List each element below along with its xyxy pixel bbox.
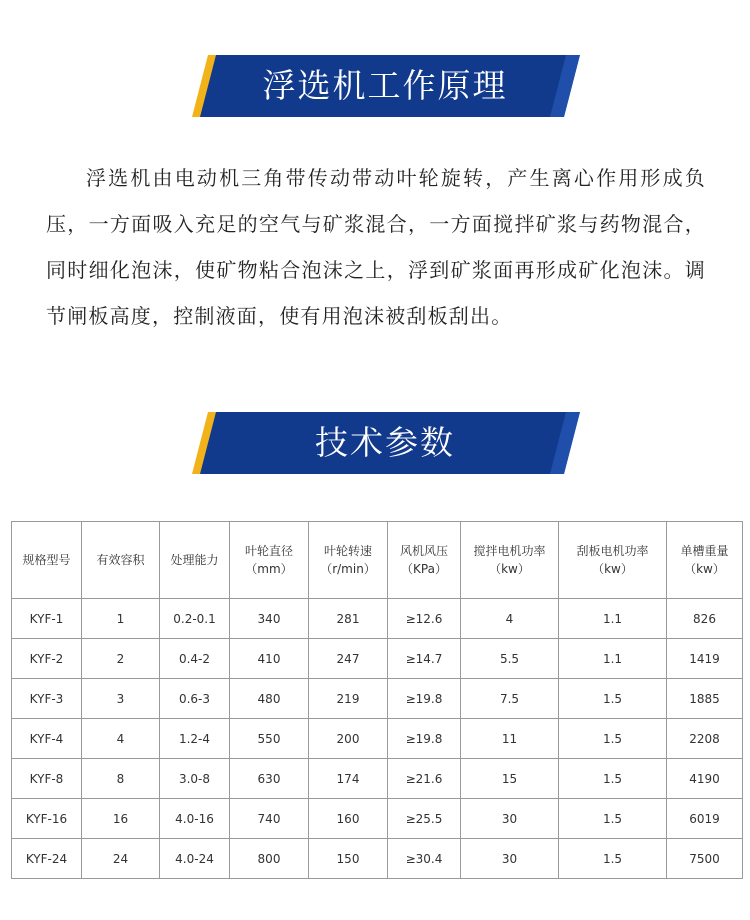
table-cell: 1885 — [667, 679, 743, 719]
table-cell: 410 — [230, 639, 309, 679]
table-cell: 3.0-8 — [160, 759, 230, 799]
table-row — [12, 679, 743, 719]
header-label: 搅拌电机功率 — [473, 544, 546, 558]
header-unit: （kw） — [684, 562, 725, 576]
table-cell: 0.2-0.1 — [160, 599, 230, 639]
table-cell: 740 — [230, 799, 309, 839]
header-cell — [559, 522, 667, 599]
table-cell: 150 — [309, 839, 388, 879]
header-unit: （KPa） — [401, 562, 447, 576]
table-cell: 11 — [461, 719, 559, 759]
header-cell — [388, 522, 461, 599]
table-cell: 1.5 — [559, 679, 667, 719]
header-cell — [12, 522, 82, 599]
header-label: 处理能力 — [170, 553, 219, 567]
table-cell: ≥25.5 — [388, 799, 461, 839]
table-cell: 15 — [461, 759, 559, 799]
table-cell: 24 — [82, 839, 160, 879]
table-cell: 6019 — [667, 799, 743, 839]
table-cell: ≥19.8 — [388, 679, 461, 719]
table-row — [12, 719, 743, 759]
header-label: 规格型号 — [22, 553, 71, 567]
header-unit: （kw） — [489, 562, 530, 576]
table-cell: KYF-4 — [12, 719, 82, 759]
header-cell — [230, 522, 309, 599]
table-cell: 281 — [309, 599, 388, 639]
table-cell: 826 — [667, 599, 743, 639]
table-cell: 2208 — [667, 719, 743, 759]
table-cell: 7.5 — [461, 679, 559, 719]
header-label: 叶轮直径 — [244, 544, 293, 558]
header-cell — [309, 522, 388, 599]
section-banner-principle — [0, 55, 750, 117]
table-cell: 174 — [309, 759, 388, 799]
table-cell: 7500 — [667, 839, 743, 879]
table-row — [12, 799, 743, 839]
table-row — [12, 639, 743, 679]
table-cell: 2 — [82, 639, 160, 679]
table-cell: 1 — [82, 599, 160, 639]
table-cell: KYF-8 — [12, 759, 82, 799]
table-row — [12, 759, 743, 799]
table-cell: 1.2-4 — [160, 719, 230, 759]
header-label: 单槽重量 — [680, 544, 729, 558]
table-cell: 1.5 — [559, 839, 667, 879]
table-cell: 4 — [461, 599, 559, 639]
table-cell: 1.1 — [559, 599, 667, 639]
intro-paragraph: 浮选机由电动机三角带传动带动叶轮旋转，产生离心作用形成负压，一方面吸入充足的空气与矿浆混合，一方面搅拌矿浆与药物混合，同时细化泡沫，使矿物粘合泡沫之上，浮到矿浆面再形成矿化泡沫。调节闸板高度，控制液面，使有用泡沫被刮板刮出。 — [46, 166, 706, 328]
table-header-row — [12, 522, 743, 599]
header-cell — [667, 522, 743, 599]
table-cell: 30 — [461, 839, 559, 879]
table-cell: 5.5 — [461, 639, 559, 679]
header-unit: （mm） — [245, 562, 293, 576]
header-cell — [461, 522, 559, 599]
header-label: 有效容积 — [96, 553, 145, 567]
section-title: 浮选机工作原理 — [262, 66, 508, 105]
table-cell: 4 — [82, 719, 160, 759]
table-cell: 550 — [230, 719, 309, 759]
table-cell: 16 — [82, 799, 160, 839]
table-cell: 247 — [309, 639, 388, 679]
table-cell: ≥30.4 — [388, 839, 461, 879]
header-label: 风机风压 — [399, 544, 448, 558]
table-cell: ≥14.7 — [388, 639, 461, 679]
table-cell: 1419 — [667, 639, 743, 679]
header-unit: （r/min） — [320, 562, 376, 576]
table-cell: 1.5 — [559, 799, 667, 839]
table-row — [12, 599, 743, 639]
table-cell: 480 — [230, 679, 309, 719]
table-cell: 4.0-24 — [160, 839, 230, 879]
header-label: 叶轮转速 — [323, 544, 372, 558]
table-cell: 1.5 — [559, 759, 667, 799]
header-cell — [160, 522, 230, 599]
table-cell: KYF-2 — [12, 639, 82, 679]
section-banner-specs — [0, 412, 750, 474]
table-cell: ≥21.6 — [388, 759, 461, 799]
table-cell: 800 — [230, 839, 309, 879]
table-cell: 200 — [309, 719, 388, 759]
table-cell: KYF-16 — [12, 799, 82, 839]
table-cell: 8 — [82, 759, 160, 799]
table-cell: ≥19.8 — [388, 719, 461, 759]
table-cell: 160 — [309, 799, 388, 839]
header-cell — [82, 522, 160, 599]
table-cell: 4.0-16 — [160, 799, 230, 839]
table-cell: 1.1 — [559, 639, 667, 679]
section-title: 技术参数 — [315, 423, 455, 462]
header-label: 刮板电机功率 — [576, 544, 649, 558]
table-cell: 30 — [461, 799, 559, 839]
table-cell: 0.6-3 — [160, 679, 230, 719]
table-cell: 1.5 — [559, 719, 667, 759]
table-cell: KYF-1 — [12, 599, 82, 639]
table-cell: 3 — [82, 679, 160, 719]
specs-table — [11, 521, 743, 879]
table-row — [12, 839, 743, 879]
header-unit: （kw） — [592, 562, 633, 576]
table-cell: ≥12.6 — [388, 599, 461, 639]
table-cell: KYF-24 — [12, 839, 82, 879]
table-cell: 630 — [230, 759, 309, 799]
table-cell: 0.4-2 — [160, 639, 230, 679]
table-cell: 340 — [230, 599, 309, 639]
table-cell: 219 — [309, 679, 388, 719]
table-cell: 4190 — [667, 759, 743, 799]
table-cell: KYF-3 — [12, 679, 82, 719]
